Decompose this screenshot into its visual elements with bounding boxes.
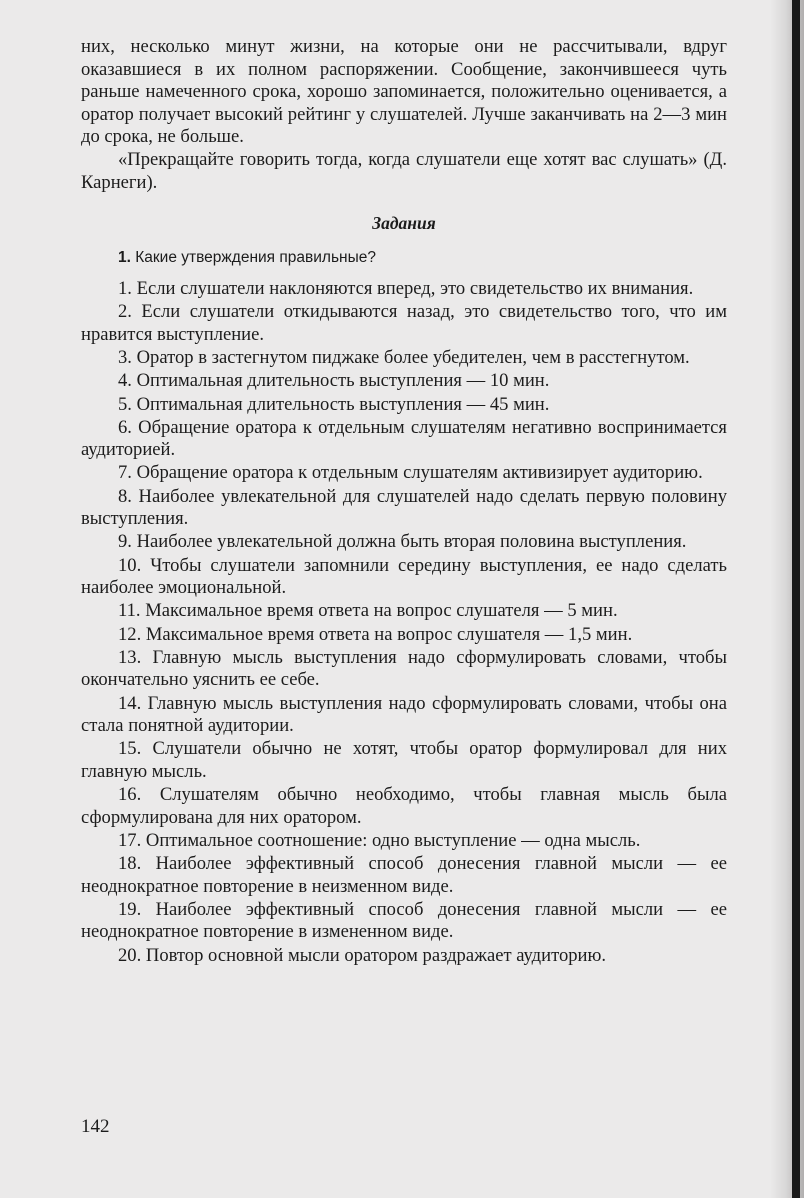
statement-item: 20. Повтор основной мысли оратором раздражает аудиторию. — [118, 944, 607, 966]
statement-item: 11. Максимальное время ответа на вопрос слушателя — 5 мин. — [118, 600, 618, 622]
task-number: 1. — [118, 249, 131, 267]
statement-item: 19. Наиболее эффективный способ донесения главной мысли — ее неоднократное повторение в измененном виде. — [81, 898, 727, 943]
book-spine-edge — [792, 0, 800, 1198]
statement-item: 10. Чтобы слушатели запомнили середину выступления, ее надо сделать наиболее эмоциональной. — [81, 554, 727, 599]
statement-list — [81, 278, 727, 967]
statement-item: 4. Оптимальная длительность выступления — 10 мин. — [118, 370, 550, 392]
task-question — [81, 248, 727, 268]
intro-paragraph-1: них, несколько минут жизни, на которые они не рассчитывали, вдруг оказавшиеся в их полном распоряжении. Сообщение, закончившееся чуть раньше намеченного срока, хорошо запоминается, положительно оценивается, а оратор получает высокий рейтинг у слушателей. Лучше заканчивать на 2—3 мин до срока, не больше. — [81, 36, 727, 148]
statement-item: 13. Главную мысль выступления надо сформулировать словами, чтобы окончательно уяснить ее себе. — [81, 646, 727, 691]
task-text: Какие утверждения правильные? — [135, 249, 376, 267]
statement-item: 1. Если слушатели наклоняются вперед, это свидетельство их внимания. — [118, 278, 694, 300]
statement-item: 12. Максимальное время ответа на вопрос слушателя — 1,5 мин. — [118, 623, 633, 645]
statement-item: 7. Обращение оратора к отдельным слушателям активизирует аудиторию. — [118, 462, 703, 484]
statement-item: 14. Главную мысль выступления надо сформулировать словами, чтобы она стала понятной аудитории. — [81, 692, 727, 737]
page-content — [81, 36, 727, 968]
intro-paragraph-quote: «Прекращайте говорить тогда, когда слушатели еще хотят вас слушать» (Д. Карнеги). — [81, 148, 727, 193]
statement-item: 8. Наиболее увлекательной для слушателей надо сделать первую половину выступления. — [81, 485, 727, 530]
statement-item: 2. Если слушатели откидываются назад, это свидетельство того, что им нравится выступление. — [81, 301, 727, 345]
statement-item: 15. Слушатели обычно не хотят, чтобы оратор формулировал для них главную мысль. — [81, 738, 727, 782]
statement-item: 9. Наиболее увлекательной должна быть вторая половина выступления. — [118, 531, 687, 553]
statement-item: 6. Обращение оратора к отдельным слушателям негативно воспринимается аудиторией. — [81, 416, 727, 461]
statement-item: 16. Слушателям обычно необходимо, чтобы главная мысль была сформулирована для них оратором. — [81, 784, 727, 828]
section-heading: Задания — [372, 213, 436, 234]
statement-item: 5. Оптимальная длительность выступления — 45 мин. — [118, 393, 550, 415]
statement-item: 17. Оптимальное соотношение: одно выступление — одна мысль. — [118, 829, 641, 851]
page-number: 142 — [81, 1116, 110, 1137]
statement-item: 3. Оратор в застегнутом пиджаке более убедителен, чем в расстегнутом. — [118, 347, 690, 369]
statement-item: 18. Наиболее эффективный способ донесения главной мысли — ее неоднократное повторение в неизменном виде. — [81, 853, 727, 897]
